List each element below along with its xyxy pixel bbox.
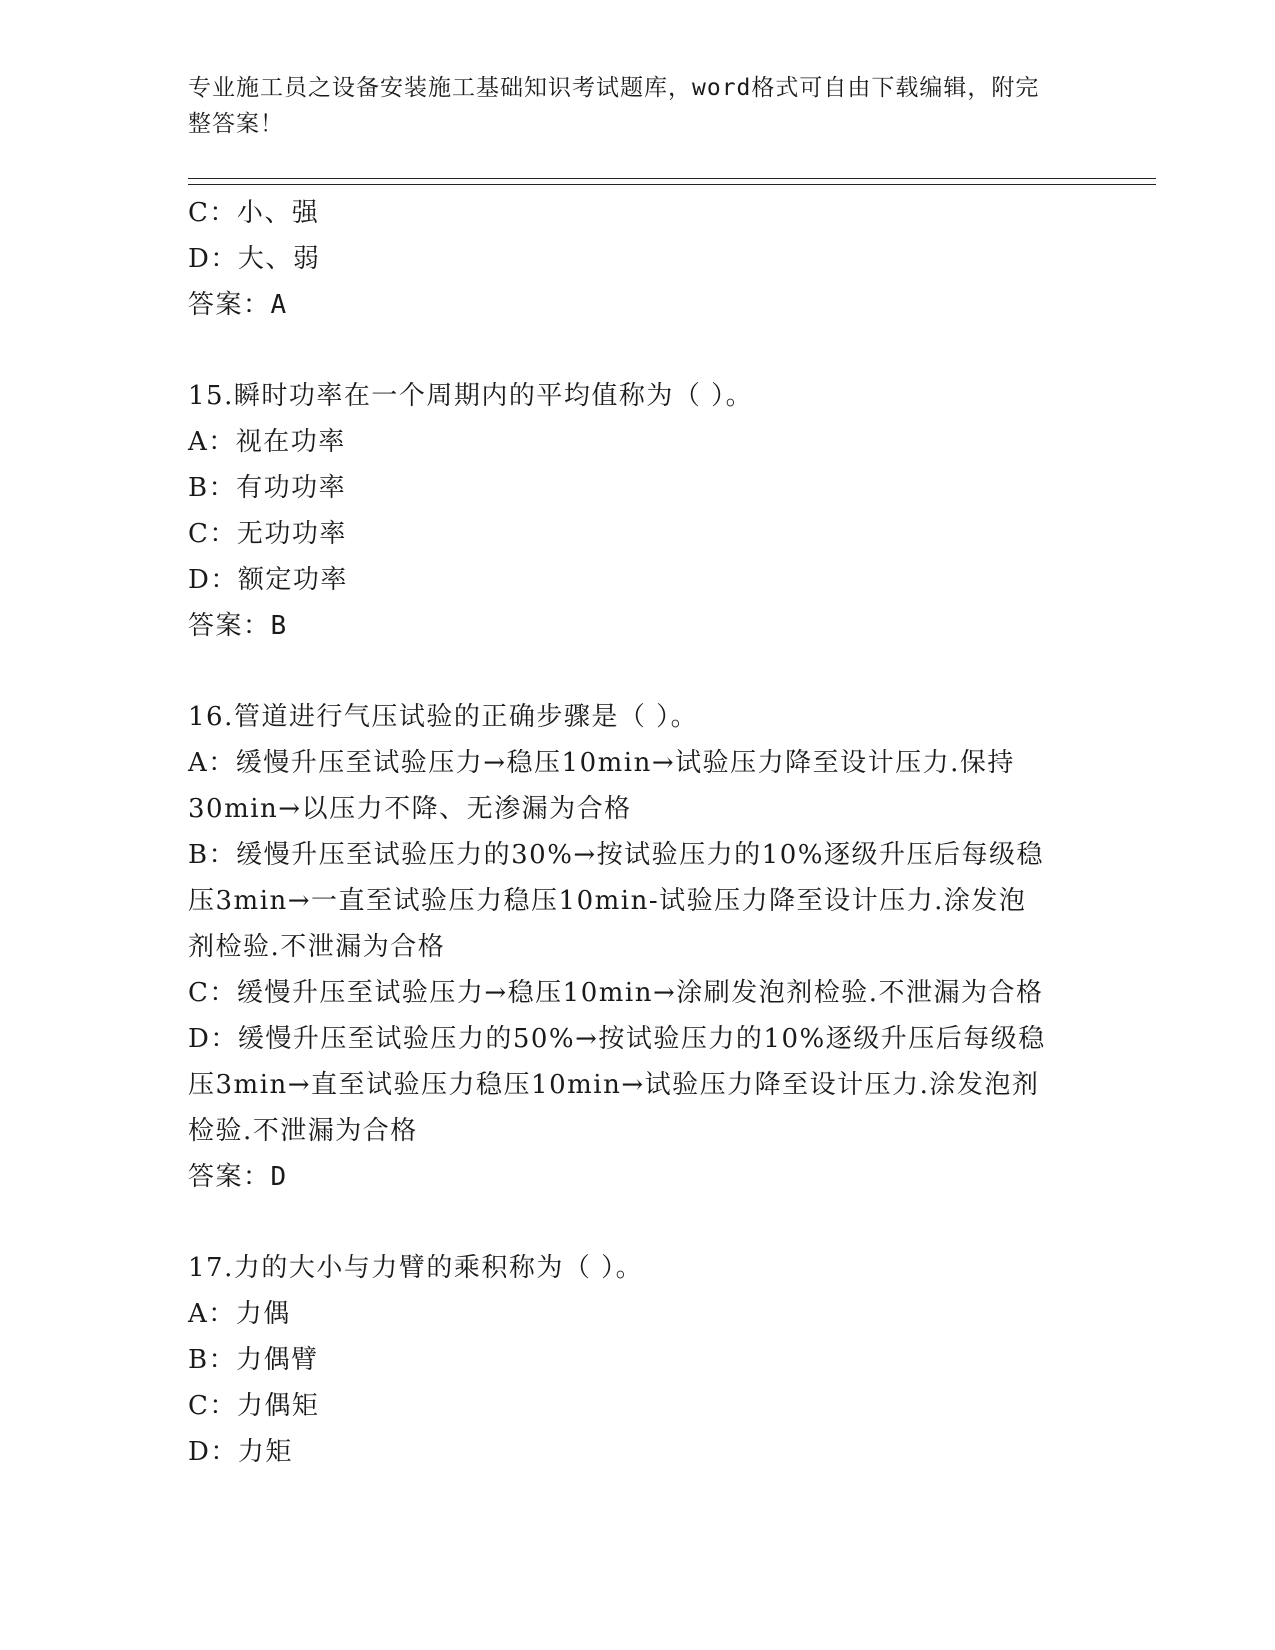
question-16 xyxy=(188,694,1088,1200)
option-c: C：无功功率 xyxy=(188,519,347,549)
spacer xyxy=(188,1200,1088,1245)
spacer xyxy=(188,649,1088,694)
option-b: B：有功功率 xyxy=(188,473,347,503)
option-c: C：小、强 xyxy=(188,198,320,228)
option-a-line-1: A：缓慢升压至试验压力→稳压10min→试验压力降至设计压力.保持 xyxy=(188,748,1015,778)
option-a: A：力偶 xyxy=(188,1299,291,1329)
answer-line: 答案：B xyxy=(188,611,288,641)
header-divider-top xyxy=(188,178,1156,179)
question-15 xyxy=(188,373,1088,649)
document-header xyxy=(188,70,1068,142)
header-line-2: 整答案！ xyxy=(188,111,284,137)
option-d: D：大、弱 xyxy=(188,244,321,274)
option-b-line-3: 剂检验.不泄漏为合格 xyxy=(188,932,446,962)
spacer xyxy=(188,328,1088,373)
option-d: D：力矩 xyxy=(188,1437,293,1467)
answer-line: 答案：D xyxy=(188,1162,288,1192)
option-d-line-2: 压3min→直至试验压力稳压10min→试验压力降至设计压力.涂发泡剂 xyxy=(188,1070,1040,1100)
header-line-1: 专业施工员之设备安装施工基础知识考试题库，word格式可自由下载编辑，附完 xyxy=(188,75,1040,101)
question-stem: 17.力的大小与力臂的乘积称为（ ）。 xyxy=(188,1253,644,1283)
option-a-line-2: 30min→以压力不降、无渗漏为合格 xyxy=(188,794,632,824)
option-a: A：视在功率 xyxy=(188,427,346,457)
option-d: D：额定功率 xyxy=(188,565,348,595)
exam-content xyxy=(188,190,1088,1475)
option-b: B：力偶臂 xyxy=(188,1345,319,1375)
question-17 xyxy=(188,1245,1088,1475)
question-14-tail xyxy=(188,190,1088,328)
option-d-line-1: D：缓慢升压至试验压力的50%→按试验压力的10%逐级升压后每级稳 xyxy=(188,1024,1046,1054)
option-b-line-2: 压3min→一直至试验压力稳压10min-试验压力降至设计压力.涂发泡 xyxy=(188,886,1027,916)
option-b-line-1: B：缓慢升压至试验压力的30%→按试验压力的10%逐级升压后每级稳 xyxy=(188,840,1044,870)
question-stem: 15.瞬时功率在一个周期内的平均值称为（ ）。 xyxy=(188,381,754,411)
option-d-line-3: 检验.不泄漏为合格 xyxy=(188,1116,418,1146)
answer-line: 答案：A xyxy=(188,290,288,320)
option-c: C：力偶矩 xyxy=(188,1391,320,1421)
option-c: C：缓慢升压至试验压力→稳压10min→涂刷发泡剂检验.不泄漏为合格 xyxy=(188,978,1044,1008)
question-stem: 16.管道进行气压试验的正确步骤是（ ）。 xyxy=(188,702,699,732)
header-divider-bottom xyxy=(188,184,1156,185)
